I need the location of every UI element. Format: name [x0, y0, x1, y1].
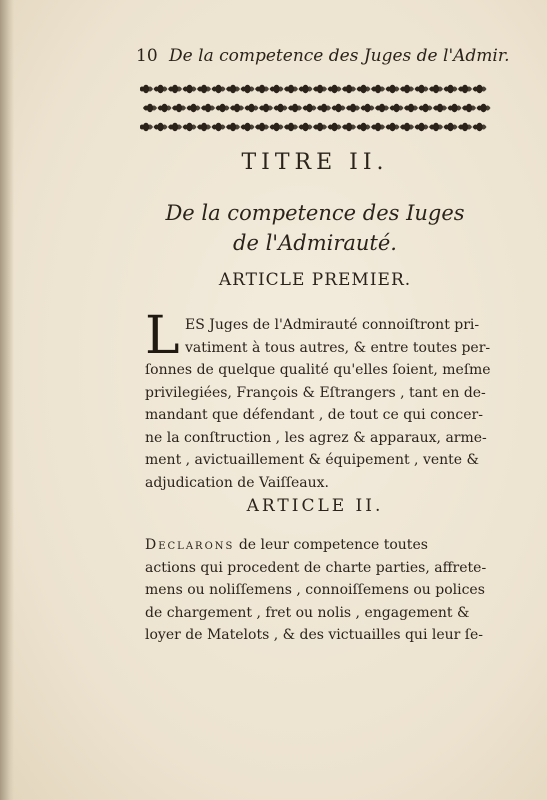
article-2-line: loyer de Matelots , & des victuailles qui leur ſe-	[145, 627, 483, 643]
fleuron-glyph	[462, 104, 476, 112]
article-2-first-word: Declarons	[145, 537, 235, 553]
fleuron-ornament-band	[140, 80, 496, 136]
fleuron-glyph	[212, 123, 226, 131]
fleuron-glyph	[357, 85, 371, 93]
fleuron-glyph	[299, 123, 313, 131]
fleuron-glyph	[154, 123, 168, 131]
fleuron-glyph	[371, 123, 385, 131]
fleuron-glyph	[386, 85, 400, 93]
page-gutter	[0, 0, 14, 800]
fleuron-glyph	[342, 123, 356, 131]
fleuron-glyph	[346, 104, 360, 112]
fleuron-glyph	[241, 85, 255, 93]
subtitle	[130, 198, 500, 258]
fleuron-glyph	[386, 123, 400, 131]
article-1-line: ES Juges de l'Admirauté connoiſtront pri-	[185, 317, 480, 333]
fleuron-glyph	[284, 123, 298, 131]
article-1-line: adjudication de Vaiſſeaux.	[145, 474, 329, 491]
fleuron-glyph	[154, 85, 168, 93]
fleuron-glyph	[448, 104, 462, 112]
article-2-line: mens ou noliſſemens , connoiſſemens ou polices	[145, 582, 485, 598]
fleuron-glyph	[172, 104, 186, 112]
fleuron-glyph	[216, 104, 230, 112]
fleuron-glyph	[299, 85, 313, 93]
fleuron-glyph	[473, 123, 487, 131]
fleuron-glyph	[183, 85, 197, 93]
title-heading: TITRE II.	[241, 150, 389, 175]
fleuron-glyph	[284, 85, 298, 93]
running-head	[136, 46, 510, 66]
article-2-first-line	[145, 534, 500, 557]
fleuron-glyph	[357, 123, 371, 131]
fleuron-glyph	[168, 123, 182, 131]
fleuron-glyph	[303, 104, 317, 112]
fleuron-glyph	[429, 85, 443, 93]
fleuron-glyph	[415, 85, 429, 93]
article-2-line: de leur competence toutes	[234, 537, 428, 553]
fleuron-glyph	[288, 104, 302, 112]
fleuron-glyph	[433, 104, 447, 112]
subtitle-line-1: De la competence des Iuges	[165, 201, 465, 225]
fleuron-glyph	[201, 104, 215, 112]
fleuron-glyph	[241, 123, 255, 131]
fleuron-glyph	[140, 85, 153, 93]
fleuron-glyph	[458, 85, 472, 93]
fleuron-glyph	[429, 123, 443, 131]
fleuron-glyph	[400, 85, 414, 93]
fleuron-glyph	[230, 104, 244, 112]
fleuron-glyph	[371, 85, 385, 93]
article-2-line: de chargement , fret ou nolis , engagement &	[145, 604, 470, 621]
fleuron-glyph	[317, 104, 331, 112]
fleuron-glyph	[245, 104, 259, 112]
fleuron-glyph	[168, 85, 182, 93]
fleuron-glyph	[328, 85, 342, 93]
article-1-line: vatiment à tous autres, & entre toutes per-	[185, 339, 491, 356]
fleuron-glyph	[375, 104, 389, 112]
article-2-heading: ARTICLE II.	[246, 496, 384, 516]
fleuron-glyph	[158, 104, 172, 112]
article-1-line: ment , avictuaillement & équipement , vente &	[145, 452, 479, 468]
article-1-body	[145, 306, 500, 494]
fleuron-glyph	[473, 85, 487, 93]
fleuron-glyph	[419, 104, 433, 112]
fleuron-glyph	[140, 123, 153, 131]
fleuron-glyph	[270, 123, 284, 131]
fleuron-glyph	[143, 104, 157, 112]
article-2-line: actions qui procedent de charte parties, affrete-	[145, 559, 487, 576]
fleuron-glyph	[342, 85, 356, 93]
drop-cap: L	[145, 306, 180, 366]
fleuron-glyph	[212, 85, 226, 93]
article-1-line: ne la conſtruction , les agrez & apparaux, arme-	[145, 429, 487, 446]
fleuron-glyph	[415, 123, 429, 131]
article-1-line: mandant que défendant , de tout ce qui concer-	[145, 407, 483, 423]
fleuron-glyph	[183, 123, 197, 131]
fleuron-glyph	[313, 123, 327, 131]
fleuron-glyph	[187, 104, 201, 112]
running-head-text: De la competence des Juges de l'Admir.	[169, 46, 510, 66]
subtitle-line-2: de l'Admirauté.	[233, 231, 397, 255]
fleuron-glyph	[226, 85, 240, 93]
fleuron-glyph	[197, 85, 211, 93]
fleuron-glyph	[328, 123, 342, 131]
fleuron-glyph	[444, 123, 458, 131]
fleuron-glyph	[477, 104, 491, 112]
fleuron-glyph	[361, 104, 375, 112]
fleuron-glyph	[313, 85, 327, 93]
fleuron-glyph	[255, 123, 269, 131]
article-1-line: privilegiées, François & Eſtrangers , tant en de-	[145, 384, 486, 401]
fleuron-glyph	[270, 85, 284, 93]
article-2-body	[145, 534, 500, 647]
fleuron-glyph	[444, 85, 458, 93]
page-number: 10	[136, 46, 158, 66]
fleuron-glyph	[332, 104, 346, 112]
article-1-heading: ARTICLE PREMIER.	[218, 270, 412, 290]
fleuron-glyph	[404, 104, 418, 112]
fleuron-glyph	[274, 104, 288, 112]
fleuron-glyph	[259, 104, 273, 112]
article-1-line: ſonnes de quelque qualité qu'elles ſoient, meſme	[145, 362, 491, 378]
fleuron-glyph	[255, 85, 269, 93]
fleuron-glyph	[400, 123, 414, 131]
fleuron-glyph	[390, 104, 404, 112]
fleuron-glyph	[458, 123, 472, 131]
fleuron-glyph	[226, 123, 240, 131]
fleuron-glyph	[197, 123, 211, 131]
